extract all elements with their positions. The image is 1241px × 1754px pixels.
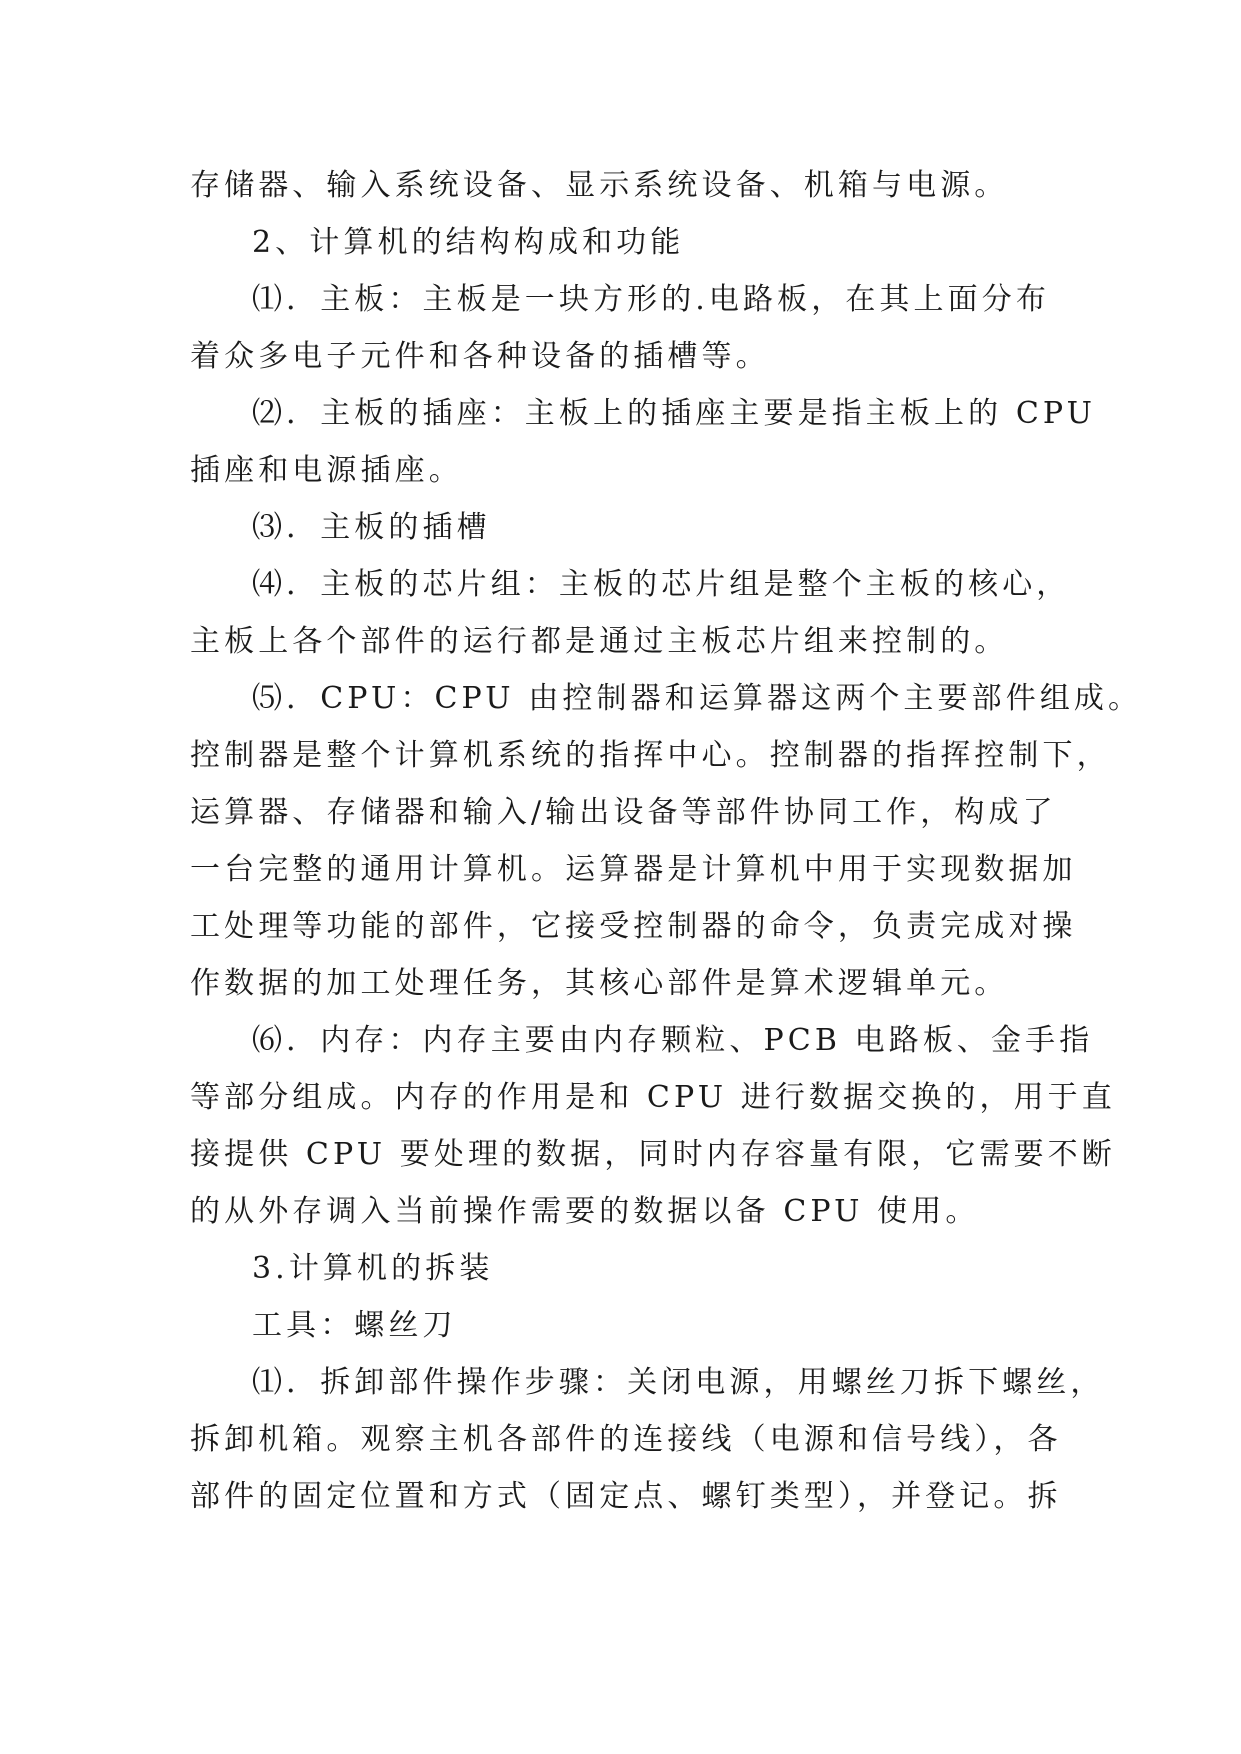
text-line-5: ⑵．主板的插座：主板上的插座主要是指主板上的 CPU: [252, 396, 1097, 431]
text-line-12: 运算器、存储器和输入/输出设备等部件协同工作，构成了: [190, 795, 1057, 830]
text-line-9: 主板上各个部件的运行都是通过主板芯片组来控制的。: [190, 624, 1009, 659]
text-line-23: 拆卸机箱。观察主机各部件的连接线（电源和信号线），各: [190, 1422, 1062, 1457]
text-line-13: 一台完整的通用计算机。运算器是计算机中用于实现数据加: [190, 852, 1077, 887]
text-line-11: 控制器是整个计算机系统的指挥中心。控制器的指挥控制下，: [190, 738, 1111, 773]
text-line-4: 着众多电子元件和各种设备的插槽等。: [190, 339, 770, 374]
text-line-19: 的从外存调入当前操作需要的数据以备 CPU 使用。: [190, 1194, 980, 1229]
text-line-6: 插座和电源插座。: [190, 453, 463, 488]
text-line-8: ⑷．主板的芯片组：主板的芯片组是整个主板的核心，: [252, 567, 1071, 602]
text-line-18: 接提供 CPU 要处理的数据，同时内存容量有限，它需要不断: [190, 1137, 1116, 1172]
text-line-14: 工处理等功能的部件，它接受控制器的命令，负责完成对操: [190, 909, 1077, 944]
text-line-1: 存储器、输入系统设备、显示系统设备、机箱与电源。: [190, 168, 1009, 203]
text-line-21: 工具：螺丝刀: [252, 1308, 457, 1343]
text-line-16: ⑹．内存：内存主要由内存颗粒、PCB 电路板、金手指: [252, 1023, 1094, 1058]
text-line-22: ⑴．拆卸部件操作步骤：关闭电源，用螺丝刀拆下螺丝，: [252, 1365, 1105, 1400]
text-line-10: ⑸．CPU：CPU 由控制器和运算器这两个主要部件组成。: [252, 681, 1143, 716]
text-line-7: ⑶．主板的插槽: [252, 510, 491, 545]
text-line-17: 等部分组成。内存的作用是和 CPU 进行数据交换的，用于直: [190, 1080, 1116, 1115]
section-heading-2: 2、计算机的结构构成和功能: [252, 225, 685, 260]
text-line-3: ⑴．主板：主板是一块方形的.电路板，在其上面分布: [252, 282, 1050, 317]
section-heading-3: 3.计算机的拆装: [252, 1251, 494, 1286]
text-line-15: 作数据的加工处理任务，其核心部件是算术逻辑单元。: [190, 966, 1009, 1001]
text-line-24: 部件的固定位置和方式（固定点、螺钉类型），并登记。拆: [190, 1479, 1062, 1514]
